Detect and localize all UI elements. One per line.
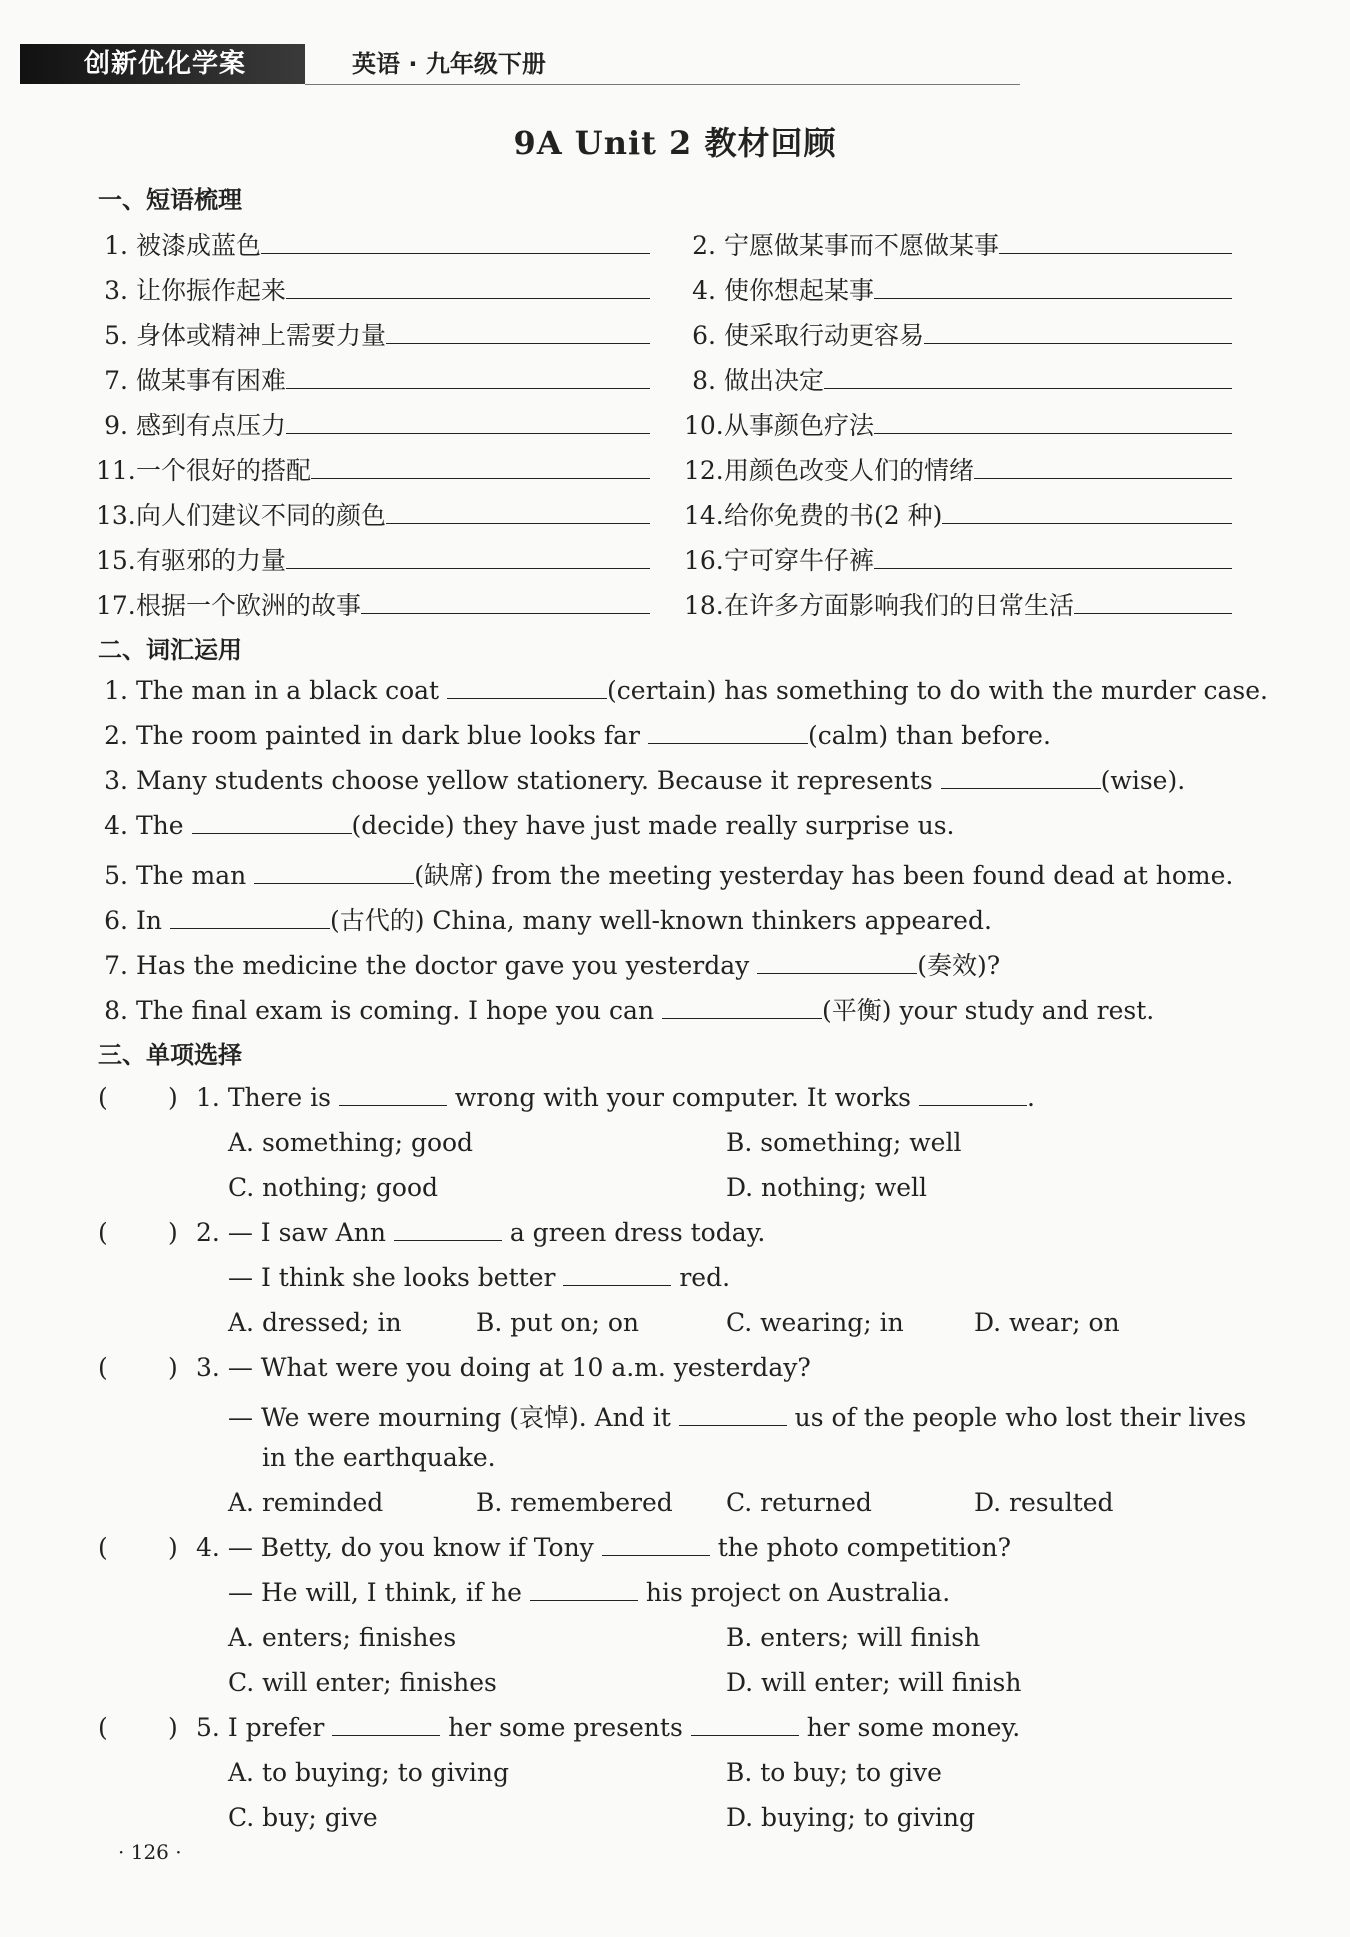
phrase-item	[684, 406, 1232, 442]
question-text: her some money.	[806, 1713, 1021, 1742]
sentence-end: (缺席) from the meeting yesterday has been found dead at home.	[414, 861, 1234, 890]
vocab-item	[96, 811, 955, 840]
answer-blank[interactable]	[942, 501, 1232, 524]
vocab-item	[96, 676, 1268, 705]
answer-blank[interactable]	[386, 501, 650, 524]
answer-paren-close: )	[168, 1083, 178, 1112]
phrase-text: 在许多方面影响我们的日常生活	[724, 591, 1075, 620]
sentence-start: The man	[136, 861, 247, 890]
phrase-text: 用颜色改变人们的情绪	[724, 456, 975, 485]
item-number: 4.	[692, 276, 716, 305]
option-d[interactable]: D. nothing; well	[726, 1173, 928, 1202]
vocab-item	[96, 946, 1000, 982]
option-c[interactable]: C. buy; give	[228, 1803, 378, 1832]
answer-paren-open: (	[98, 1353, 108, 1382]
item-number: 13.	[96, 501, 136, 530]
question-text: I prefer	[227, 1713, 325, 1742]
option-b[interactable]: B. put on; on	[476, 1308, 640, 1337]
question-text: the photo competition?	[717, 1533, 1011, 1562]
sentence-end: (奏效)?	[917, 951, 1001, 980]
answer-blank[interactable]	[874, 276, 1232, 299]
sentence-end: (calm) than before.	[807, 721, 1051, 750]
phrase-item	[684, 496, 1232, 532]
question-text: his project on Australia.	[645, 1578, 951, 1607]
answer-blank[interactable]	[361, 591, 650, 614]
phrase-item	[96, 361, 650, 397]
question-text: red.	[679, 1263, 731, 1292]
phrase-item	[96, 271, 650, 307]
option-a[interactable]: A. something; good	[228, 1128, 474, 1157]
item-number: 1.	[104, 676, 128, 705]
sentence-start: The room painted in dark blue looks far	[136, 721, 640, 750]
item-number: 16.	[684, 546, 724, 575]
answer-blank[interactable]	[941, 766, 1101, 789]
section-2-heading: 二、词汇运用	[98, 636, 242, 664]
vocab-item	[96, 766, 1185, 795]
answer-blank[interactable]	[170, 906, 330, 929]
phrase-text: 向人们建议不同的颜色	[136, 501, 387, 530]
item-number: 5.	[104, 321, 128, 350]
option-d[interactable]: D. buying; to giving	[726, 1803, 976, 1832]
question-number: 4.	[196, 1533, 220, 1562]
page-number: · 126 ·	[118, 1840, 182, 1864]
option-c[interactable]: C. will enter; finishes	[228, 1668, 497, 1697]
question-text: — I think she looks better	[228, 1263, 556, 1292]
answer-blank[interactable]	[286, 411, 650, 434]
phrase-item	[96, 226, 650, 262]
phrase-text: 从事颜色疗法	[724, 411, 875, 440]
item-number: 2.	[692, 231, 716, 260]
vocab-item	[96, 721, 1051, 750]
book-subject: 英语 · 九年级下册	[352, 50, 546, 78]
answer-blank[interactable]	[286, 546, 650, 569]
page-title: 9A Unit 2 教材回顾	[513, 124, 837, 162]
sentence-start: The final exam is coming. I hope you can	[136, 996, 655, 1025]
answer-blank[interactable]	[648, 721, 808, 744]
answer-blank[interactable]	[1074, 591, 1232, 614]
item-number: 8.	[104, 996, 128, 1025]
phrase-item	[684, 226, 1232, 262]
answer-blank[interactable]	[254, 861, 414, 884]
sentence-end: (certain) has something to do with the murder case.	[607, 676, 1268, 705]
brand-logo: 创新优化学案	[20, 44, 305, 84]
sentence-end: (decide) they have just made really surprise us.	[351, 811, 955, 840]
answer-paren-close: )	[168, 1533, 178, 1562]
question-text: us of the people who lost their lives	[794, 1403, 1247, 1432]
option-b[interactable]: B. to buy; to give	[726, 1758, 942, 1787]
option-d[interactable]: D. will enter; will finish	[726, 1668, 1022, 1697]
phrase-item	[96, 451, 650, 487]
item-number: 6.	[104, 906, 128, 935]
answer-paren-close: )	[168, 1218, 178, 1247]
phrase-item	[684, 271, 1232, 307]
answer-blank[interactable]	[286, 276, 650, 299]
phrase-item	[96, 541, 650, 577]
answer-blank[interactable]	[824, 366, 1232, 389]
phrase-text: 身体或精神上需要力量	[136, 321, 387, 350]
question-text: a green dress today.	[509, 1218, 766, 1247]
answer-blank[interactable]	[447, 676, 607, 699]
phrase-item	[684, 316, 1232, 352]
phrase-item	[96, 406, 650, 442]
question-text: — What were you doing at 10 a.m. yesterday?	[227, 1353, 811, 1382]
item-number: 9.	[104, 411, 128, 440]
answer-blank[interactable]	[999, 231, 1232, 254]
option-c[interactable]: C. returned	[726, 1488, 872, 1517]
question-text: There is	[227, 1083, 331, 1112]
phrase-text: 感到有点压力	[136, 411, 287, 440]
answer-paren-close: )	[168, 1713, 178, 1742]
item-number: 10.	[684, 411, 724, 440]
section-3-heading: 三、单项选择	[98, 1041, 242, 1069]
phrase-text: 做出决定	[724, 366, 825, 395]
answer-blank[interactable]	[332, 1713, 440, 1736]
question-number: 2.	[196, 1218, 220, 1247]
answer-blank[interactable]	[679, 1403, 787, 1426]
question-text: in the earthquake.	[262, 1443, 496, 1472]
sentence-end: (平衡) your study and rest.	[822, 996, 1155, 1025]
option-d[interactable]: D. wear; on	[974, 1308, 1120, 1337]
item-number: 5.	[104, 861, 128, 890]
option-b[interactable]: B. remembered	[476, 1488, 673, 1517]
option-b[interactable]: B. enters; will finish	[726, 1623, 981, 1652]
answer-paren-open: (	[98, 1713, 108, 1742]
header-rule	[305, 84, 1020, 85]
answer-blank[interactable]	[974, 456, 1232, 479]
phrase-text: 有驱邪的力量	[136, 546, 287, 575]
question-number: 5.	[196, 1713, 220, 1742]
question-text: her some presents	[448, 1713, 683, 1742]
answer-blank[interactable]	[386, 321, 650, 344]
item-number: 18.	[684, 591, 724, 620]
phrase-text: 做某事有困难	[136, 366, 287, 395]
answer-paren-open: (	[98, 1218, 108, 1247]
answer-blank[interactable]	[691, 1713, 799, 1736]
option-c[interactable]: C. wearing; in	[726, 1308, 904, 1337]
phrase-text: 给你免费的书(2 种)	[724, 501, 943, 530]
option-a[interactable]: A. dressed; in	[228, 1308, 402, 1337]
item-number: 8.	[692, 366, 716, 395]
item-number: 2.	[104, 721, 128, 750]
page-header	[20, 44, 1020, 90]
answer-blank[interactable]	[192, 811, 352, 834]
phrase-text: 宁可穿牛仔裤	[724, 546, 875, 575]
phrase-text: 宁愿做某事而不愿做某事	[724, 231, 1000, 260]
option-a[interactable]: A. reminded	[228, 1488, 384, 1517]
question-number: 1.	[196, 1083, 220, 1112]
option-a[interactable]: A. to buying; to giving	[228, 1758, 509, 1787]
section-1-heading: 一、短语梳理	[98, 186, 242, 214]
question-text: — He will, I think, if he	[228, 1578, 522, 1607]
option-b[interactable]: B. something; well	[726, 1128, 962, 1157]
option-a[interactable]: A. enters; finishes	[228, 1623, 457, 1652]
item-number: 3.	[104, 276, 128, 305]
answer-blank[interactable]	[394, 1218, 502, 1241]
phrase-item	[96, 316, 650, 352]
option-c[interactable]: C. nothing; good	[228, 1173, 439, 1202]
phrase-text: 使采取行动更容易	[724, 321, 925, 350]
phrase-text: 根据一个欧洲的故事	[136, 591, 362, 620]
answer-blank[interactable]	[874, 546, 1232, 569]
answer-blank[interactable]	[924, 321, 1232, 344]
phrase-text: 使你想起某事	[724, 276, 875, 305]
phrase-text: 让你振作起来	[136, 276, 287, 305]
answer-blank[interactable]	[339, 1083, 447, 1106]
vocab-item	[96, 856, 1233, 892]
answer-paren-open: (	[98, 1083, 108, 1112]
sentence-start: Has the medicine the doctor gave you yesterday	[136, 951, 750, 980]
sentence-start: The	[136, 811, 184, 840]
phrase-item	[684, 361, 1232, 397]
answer-blank[interactable]	[662, 996, 822, 1019]
item-number: 14.	[684, 501, 724, 530]
phrase-item	[96, 496, 650, 532]
question-number: 3.	[196, 1353, 220, 1382]
sentence-start: Many students choose yellow stationery. Because it represents	[136, 766, 933, 795]
item-number: 17.	[96, 591, 136, 620]
question-text: wrong with your computer. It works	[454, 1083, 911, 1112]
phrase-item	[684, 541, 1232, 577]
item-number: 6.	[692, 321, 716, 350]
item-number: 3.	[104, 766, 128, 795]
item-number: 12.	[684, 456, 724, 485]
question-text: — I saw Ann	[227, 1218, 386, 1247]
answer-paren-close: )	[168, 1353, 178, 1382]
item-number: 7.	[104, 366, 128, 395]
answer-blank[interactable]	[602, 1533, 710, 1556]
answer-blank[interactable]	[874, 411, 1232, 434]
answer-blank[interactable]	[530, 1578, 638, 1601]
answer-blank[interactable]	[311, 456, 650, 479]
phrase-item	[684, 451, 1232, 487]
vocab-item	[96, 901, 992, 937]
item-number: 11.	[96, 456, 136, 485]
answer-blank[interactable]	[919, 1083, 1027, 1106]
question-text: — Betty, do you know if Tony	[227, 1533, 594, 1562]
option-d[interactable]: D. resulted	[974, 1488, 1114, 1517]
vocab-item	[96, 991, 1154, 1027]
question-text: — We were mourning (哀悼). And it	[228, 1403, 671, 1432]
sentence-start: In	[136, 906, 162, 935]
item-number: 7.	[104, 951, 128, 980]
sentence-end: (wise).	[1100, 766, 1186, 795]
phrase-text: 被漆成蓝色	[136, 231, 262, 260]
phrase-item	[684, 586, 1232, 622]
phrase-item	[96, 586, 650, 622]
item-number: 1.	[104, 231, 128, 260]
sentence-start: The man in a black coat	[136, 676, 440, 705]
answer-blank[interactable]	[757, 951, 917, 974]
sentence-end: (古代的) China, many well-known thinkers appeared.	[329, 906, 992, 935]
item-number: 15.	[96, 546, 136, 575]
answer-blank[interactable]	[286, 366, 650, 389]
item-number: 4.	[104, 811, 128, 840]
answer-paren-open: (	[98, 1533, 108, 1562]
answer-blank[interactable]	[563, 1263, 671, 1286]
answer-blank[interactable]	[261, 231, 650, 254]
phrase-text: 一个很好的搭配	[136, 456, 312, 485]
question-text: .	[1026, 1083, 1035, 1112]
